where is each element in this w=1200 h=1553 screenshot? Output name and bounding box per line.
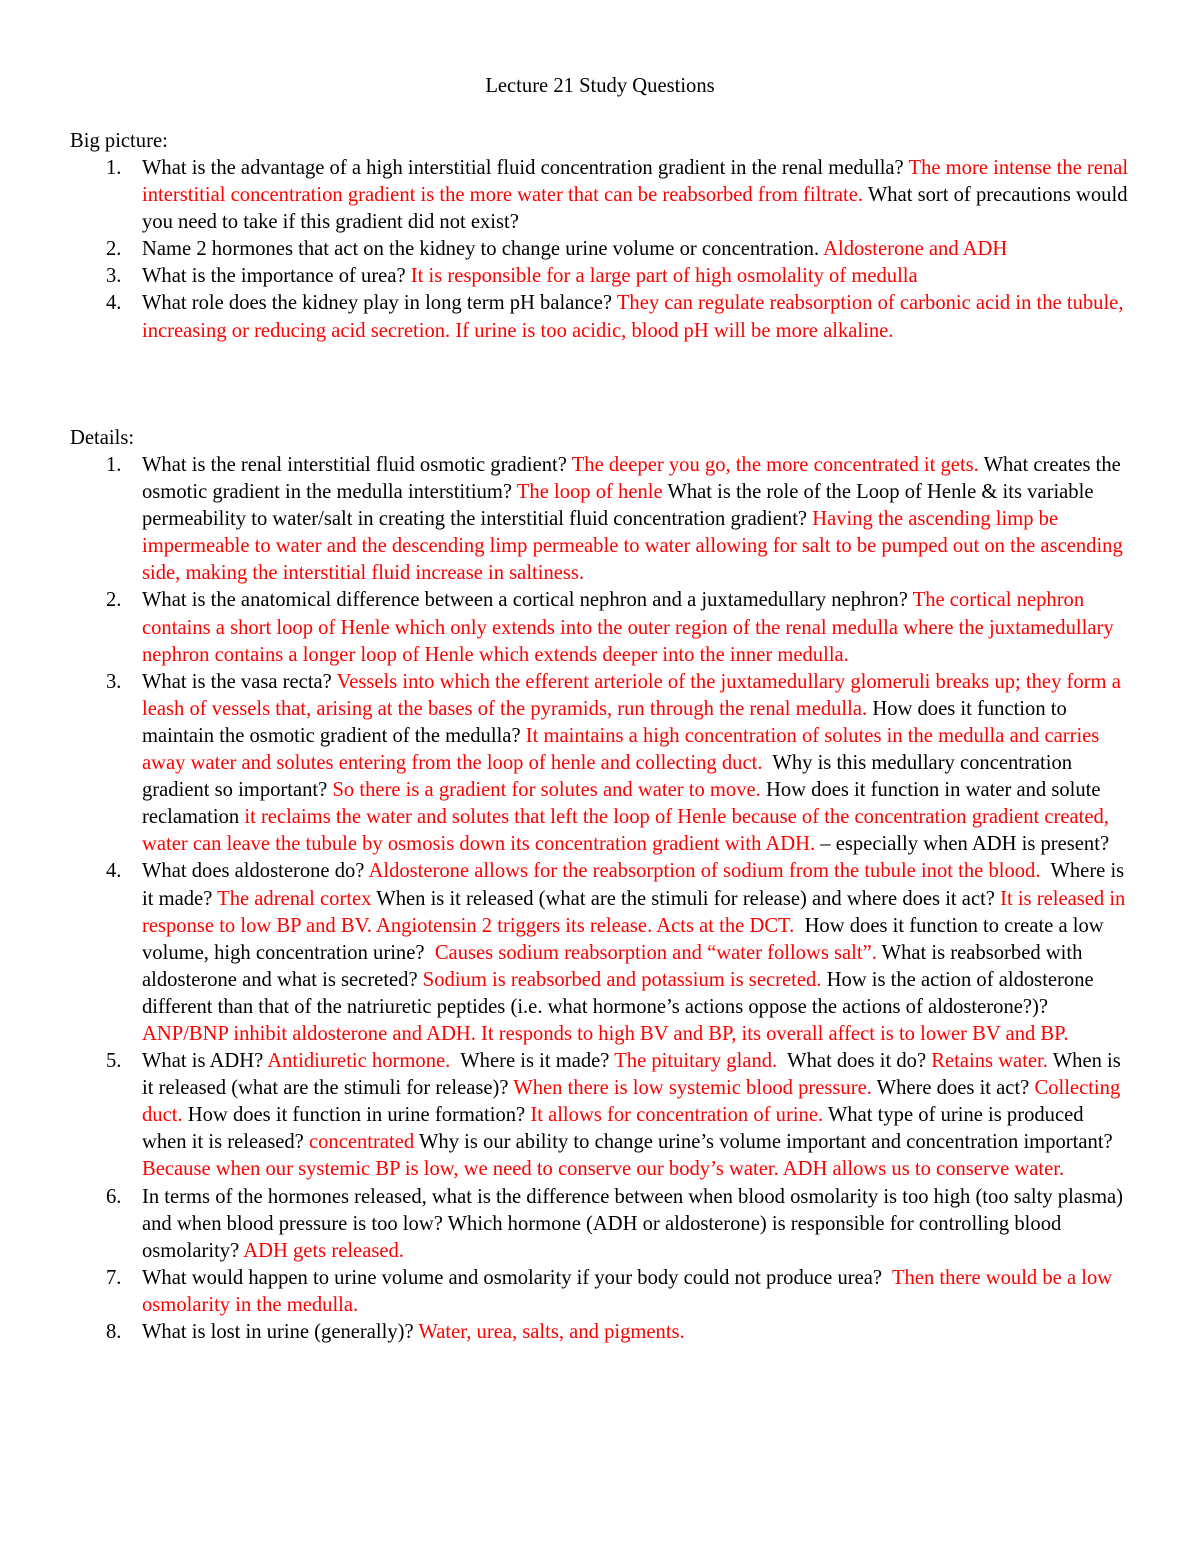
question-text: How is the action of aldosterone different than that of the natriuretic peptides (i.e. what hormone’s actions oppose the actions of aldosterone?)? xyxy=(142,968,1099,1018)
question-text: Where is it made? xyxy=(450,1050,615,1073)
question-item xyxy=(0,236,1132,263)
question-text: What is the renal interstitial fluid osmotic gradient? xyxy=(142,454,572,476)
answer-text: Retains water. xyxy=(931,1050,1048,1073)
question-text: In terms of the hormones released, what is the difference between when blood osmolarity is too high (too salty plasma) and when blood pressure is too low? Which hormone (ADH or aldosterone) is responsible for controlling blood osmolarity? xyxy=(142,1185,1129,1262)
answer-text: Aldosterone and ADH xyxy=(823,238,1008,261)
question-number: 8. xyxy=(106,1321,122,1343)
answer-text: The loop of henle xyxy=(516,481,663,504)
answer-text: It allows for concentration of urine. xyxy=(530,1104,824,1127)
answer-text: So there is a gradient for solutes and water to move. xyxy=(332,779,761,802)
answer-text: it reclaims the water and solutes that left the loop of Henle because of the concentration gradient created, water can leave the tubule by osmosis down its concentration gradient with ADH. xyxy=(142,806,1115,856)
question-item xyxy=(0,1265,1132,1319)
question-number: 5. xyxy=(106,1050,122,1073)
answer-text: It is responsible for a large part of high osmolality of medulla xyxy=(410,265,918,288)
question-item xyxy=(0,669,1132,859)
question-number: 4. xyxy=(106,292,122,315)
question-item xyxy=(0,155,1132,236)
question-text: Why is this medullary concentration gradient so important? xyxy=(142,752,1078,802)
question-text: What is ADH? xyxy=(142,1050,268,1073)
question-text: How does it function in water and solute reclamation xyxy=(142,779,1106,829)
section-heading-details: Details: xyxy=(70,427,135,449)
question-text: When is it released (what are the stimuli for release)? xyxy=(142,1050,1126,1100)
question-text: What is the anatomical difference between a cortical nephron and a juxtamedullary nephron? xyxy=(142,589,913,612)
question-text: What type of urine is produced when it is released? xyxy=(142,1104,1089,1154)
question-text: Name 2 hormones that act on the kidney to change urine volume or concentration. xyxy=(142,238,824,261)
question-text: What is the role of the Loop of Henle & its variable permeability to water/salt in creating the interstitial fluid concentration gradient? xyxy=(142,481,1099,531)
question-number: 4. xyxy=(106,860,122,883)
question-number: 3. xyxy=(106,670,122,693)
question-text: Where is it made? xyxy=(142,860,1130,910)
question-number: 7. xyxy=(106,1266,122,1289)
question-text: What does aldosterone do? xyxy=(142,860,369,883)
question-number: 1. xyxy=(106,157,122,179)
question-number: 3. xyxy=(106,265,122,288)
question-number: 1. xyxy=(106,454,122,476)
answer-text: The cortical nephron contains a short loop of Henle which only extends into the outer region of the renal medulla where the juxtamedullary nephron contains a longer loop of Henle which extends deeper into the inner medulla. xyxy=(142,589,1119,666)
question-text: What is reabsorbed with aldosterone and what is secreted? xyxy=(142,941,1088,991)
question-number: 2. xyxy=(106,238,122,261)
question-text: What is the advantage of a high interstitial fluid concentration gradient in the renal medulla? xyxy=(142,157,909,179)
question-item xyxy=(0,1319,1132,1346)
answer-text: The adrenal cortex xyxy=(217,887,372,910)
answer-text: The pituitary gland. xyxy=(614,1050,778,1073)
question-text: What creates the osmotic gradient in the medulla interstitium? xyxy=(142,454,1126,504)
question-text: Where does it act? xyxy=(871,1077,1035,1100)
answer-text: Causes sodium reabsorption and “water follows salt”. xyxy=(434,941,877,964)
answer-text: concentrated xyxy=(308,1131,415,1154)
question-item xyxy=(0,290,1132,344)
question-item xyxy=(0,1048,1132,1183)
question-text: What would happen to urine volume and osmolarity if your body could not produce urea? xyxy=(142,1266,892,1289)
question-item xyxy=(0,858,1132,1048)
question-text: How does it function to create a low volume, high concentration urine? xyxy=(142,914,1109,964)
question-text: What is the vasa recta? xyxy=(142,670,337,693)
question-number: 6. xyxy=(106,1185,122,1208)
answer-text: The more intense the renal interstitial concentration gradient is the more water that can be reabsorbed from filtrate. xyxy=(142,157,1134,207)
question-text: Why is our ability to change urine’s volume important and concentration important? xyxy=(414,1131,1118,1154)
answer-text: They can regulate reabsorption of carbonic acid in the tubule, increasing or reducing acid secretion. If urine is too acidic, blood pH will be more alkaline. xyxy=(142,292,1129,342)
question-text: What role does the kidney play in long term pH balance? xyxy=(142,292,617,315)
question-number: 2. xyxy=(106,589,122,612)
answer-text: Vessels into which the efferent arteriole of the juxtamedullary glomeruli breaks up; they form a leash of vessels that, arising at the bases of the pyramids, run through the renal medulla. xyxy=(142,670,1126,720)
question-text: What is the importance of urea? xyxy=(142,265,411,288)
answer-text: Sodium is reabsorbed and potassium is secreted. xyxy=(422,968,822,991)
question-item xyxy=(0,587,1132,668)
question-text: What sort of precautions would you need to take if this gradient did not exist? xyxy=(142,184,1133,234)
answer-text: The deeper you go, the more concentrated it gets. xyxy=(571,454,979,476)
question-text: What is lost in urine (generally)? xyxy=(142,1321,419,1343)
answer-text: Collecting duct. xyxy=(142,1077,1126,1127)
question-list-details xyxy=(0,452,1200,1346)
answer-text: It is released in response to low BP and BV. Angiotensin 2 triggers its release. Acts at the DCT. xyxy=(142,887,1131,937)
page-title: Lecture 21 Study Questions xyxy=(485,75,715,97)
answer-text: Because when our systemic BP is low, we need to conserve our body’s water. ADH allows us to conserve water. xyxy=(142,1158,1065,1181)
question-text: What does it do? xyxy=(777,1050,932,1073)
question-text: How does it function in urine formation? xyxy=(182,1104,531,1127)
answer-text: When there is low systemic blood pressure. xyxy=(513,1077,872,1100)
answer-text: Having the ascending limp be impermeable to water and the descending limp permeable to water allowing for salt to be pumped out on the ascending side, making the interstitial fluid increase in saltiness. xyxy=(142,508,1128,585)
question-text: – especially when ADH is present? xyxy=(815,833,1110,856)
answer-text: Then there would be a low osmolarity in the medulla. xyxy=(142,1266,1118,1316)
answer-text: Antidiuretic hormone. xyxy=(267,1050,451,1073)
answer-text: Water, urea, salts, and pigments. xyxy=(418,1321,685,1343)
question-item xyxy=(0,263,1132,290)
question-text: When is it released (what are the stimuli for release) and where does it act? xyxy=(371,887,1001,910)
section-heading-big-picture: Big picture: xyxy=(70,130,168,152)
answer-text: It maintains a high concentration of solutes in the medulla and carries away water and solutes entering from the loop of henle and collecting duct. xyxy=(142,724,1105,775)
answer-text: Aldosterone allows for the reabsorption of sodium from the tubule inot the blood. xyxy=(368,860,1041,883)
question-item xyxy=(0,1184,1132,1265)
answer-text: ANP/BNP inhibit aldosterone and ADH. It responds to high BV and BP, its overall affect is to lower BV and BP. xyxy=(142,1022,1069,1045)
question-item xyxy=(0,452,1132,587)
question-text: How does it function to maintain the osmotic gradient of the medulla? xyxy=(142,697,1072,747)
answer-text: ADH gets released. xyxy=(243,1239,404,1262)
question-list-big-picture xyxy=(0,155,1200,345)
